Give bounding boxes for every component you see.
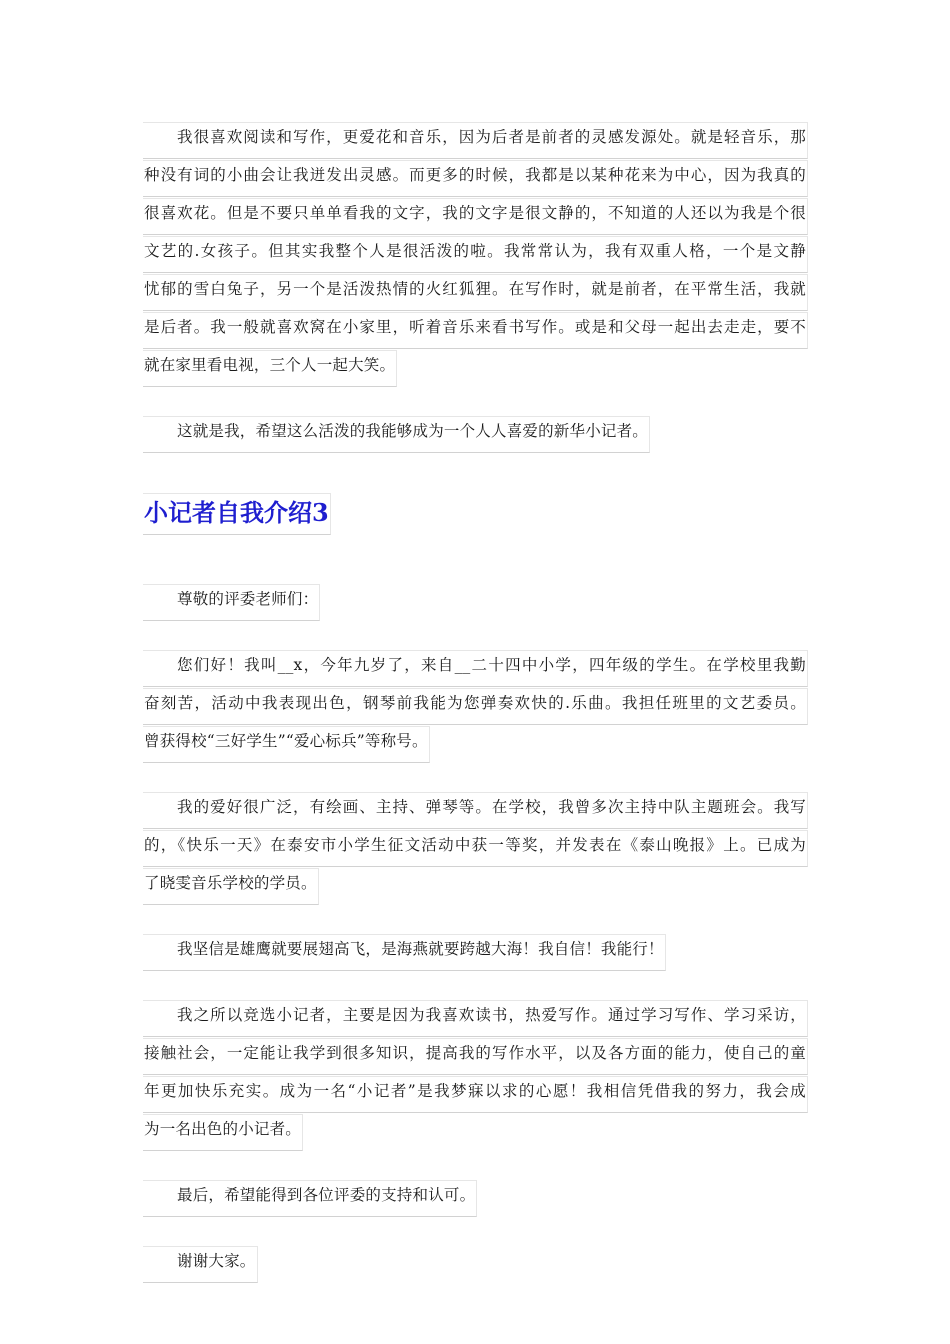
text-line: 种没有词的小曲会让我迸发出灵感。而更多的时候，我都是以某种花来为中心，因为我真的 xyxy=(143,160,808,197)
text-line: 我很喜欢阅读和写作，更爱花和音乐，因为后者是前者的灵感发源处。就是轻音乐，那 xyxy=(143,122,808,159)
paragraph-salutation xyxy=(143,584,807,621)
text-line: 忧郁的雪白兔子，另一个是活泼热情的火红狐狸。在写作时，就是前者，在平常生活，我就 xyxy=(143,274,808,311)
paragraph-motivation xyxy=(143,1000,807,1151)
text-line: 我坚信是雄鹰就要展翅高飞，是海燕就要跨越大海！我自信！我能行！ xyxy=(143,934,666,971)
text-line: 是后者。我一般就喜欢窝在小家里，听着音乐来看书写作。或是和父母一起出去走走，要不 xyxy=(143,312,808,349)
text-line: 的，《快乐一天》在泰安市小学生征文活动中获一等奖，并发表在《泰山晚报》上。已成为 xyxy=(143,830,808,867)
text-line: 曾获得校“三好学生”“爱心标兵”等称号。 xyxy=(143,726,430,763)
text-line: 这就是我，希望这么活泼的我能够成为一个人人喜爱的新华小记者。 xyxy=(143,416,650,453)
text-line: 就在家里看电视，三个人一起大笑。 xyxy=(143,350,397,387)
paragraph-interests xyxy=(143,792,807,905)
paragraph-thanks xyxy=(143,1246,807,1283)
paragraph-greeting xyxy=(143,650,807,763)
text-line: 我之所以竞选小记者，主要是因为我喜欢读书，热爱写作。通过学习写作、学习采访， xyxy=(143,1000,808,1037)
text-line: 年更加快乐充实。成为一名“小记者”是我梦寐以求的心愿！我相信凭借我的努力，我会成 xyxy=(143,1076,808,1113)
text-line: 了晓雯音乐学校的学员。 xyxy=(143,868,319,905)
paragraph-hobbies xyxy=(143,122,807,387)
text-line: 尊敬的评委老师们： xyxy=(143,584,320,621)
text-line: 您们好！我叫__x，今年九岁了，来自__二十四中小学，四年级的学生。在学校里我勤 xyxy=(143,650,808,687)
text-line: 为一名出色的小记者。 xyxy=(143,1114,303,1151)
paragraph-confidence xyxy=(143,934,807,971)
text-line: 谢谢大家。 xyxy=(143,1246,258,1283)
text-line: 文艺的.女孩子。但其实我整个人是很活泼的啦。我常常认为，我有双重人格，一个是文静 xyxy=(143,236,808,273)
text-line: 奋刻苦，活动中我表现出色，钢琴前我能为您弹奏欢快的.乐曲。我担任班里的文艺委员。 xyxy=(143,688,808,725)
text-line: 最后，希望能得到各位评委的支持和认可。 xyxy=(143,1180,477,1217)
document-body xyxy=(143,122,807,1312)
text-line: 很喜欢花。但是不要只单单看我的文字，我的文字是很文静的，不知道的人还以为我是个很 xyxy=(143,198,808,235)
paragraph-request-support xyxy=(143,1180,807,1217)
text-line: 接触社会，一定能让我学到很多知识，提高我的写作水平，以及各方面的能力，使自己的童 xyxy=(143,1038,808,1075)
paragraph-closing-wish xyxy=(143,416,807,453)
section-heading: 小记者自我介绍3 xyxy=(143,493,331,535)
text-line: 我的爱好很广泛，有绘画、主持、弹琴等。在学校，我曾多次主持中队主题班会。我写 xyxy=(143,792,808,829)
